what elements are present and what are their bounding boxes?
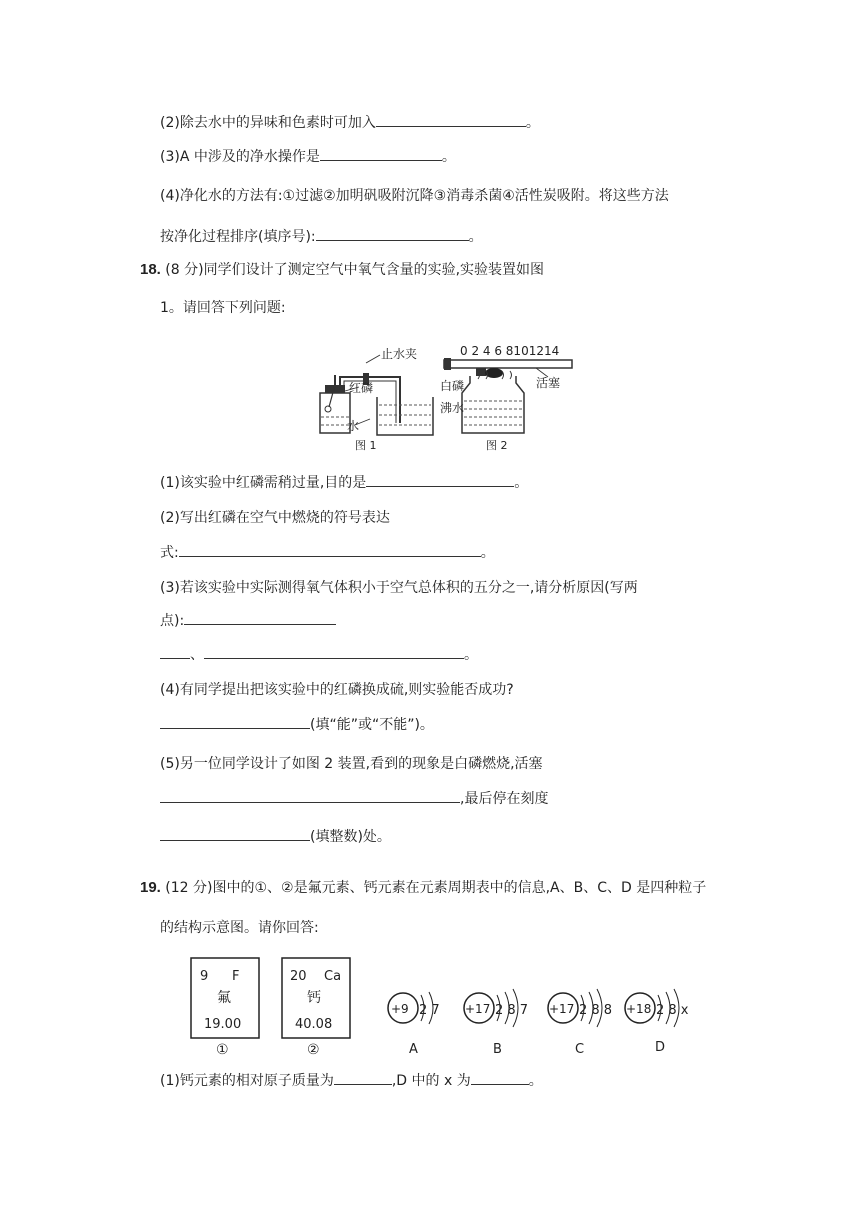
q18-intro: 18. (8 分)同学们设计了测定空气中氧气含量的实验,实验装置如图 bbox=[140, 261, 545, 278]
q18-p3b: 点): bbox=[160, 610, 336, 631]
answer-blank[interactable] bbox=[316, 226, 469, 241]
cell-f-symbol: F bbox=[232, 969, 240, 984]
answer-blank[interactable] bbox=[179, 542, 481, 557]
label-white-phosphorus: 白磷 bbox=[440, 379, 465, 393]
q17-line3: (3)A 中涉及的净水操作是 。 bbox=[160, 146, 456, 167]
q18-p5c: (填整数)处。 bbox=[160, 826, 391, 847]
answer-blank[interactable] bbox=[204, 644, 464, 659]
figure-2-caption: 图 2 bbox=[486, 439, 508, 452]
figure-2-apparatus bbox=[440, 343, 590, 455]
svg-text:+18: +18 bbox=[626, 1002, 652, 1016]
particle-diagrams bbox=[385, 985, 689, 1060]
cell-ca-mass: 40.08 bbox=[295, 1017, 333, 1032]
svg-text:+9: +9 bbox=[391, 1002, 409, 1016]
q19-p1: (1)钙元素的相对原子质量为 ,D 中的 x 为 。 bbox=[160, 1070, 543, 1091]
cell-ca-symbol: Ca bbox=[324, 969, 342, 984]
answer-blank[interactable] bbox=[160, 826, 310, 841]
particle-a bbox=[388, 992, 440, 1057]
label-red-phosphorus: 红磷 bbox=[349, 381, 374, 395]
q17-line2: (2)除去水中的异味和色素时可加入 。 bbox=[160, 112, 540, 133]
answer-blank[interactable] bbox=[471, 1070, 529, 1085]
svg-text:+17: +17 bbox=[465, 1002, 491, 1016]
q17-line4a: (4)净化水的方法有:①过滤②加明矾吸附沉降③消毒杀菌④活性炭吸附。将这些方法 bbox=[160, 188, 669, 204]
svg-text:A: A bbox=[409, 1042, 418, 1057]
label-clamp: 止水夹 bbox=[381, 347, 418, 361]
cell-ca-label: ② bbox=[307, 1042, 320, 1058]
answer-blank[interactable] bbox=[184, 610, 336, 625]
q18-p4a: (4)有同学提出把该实验中的红磷换成硫,则实验能否成功? bbox=[160, 682, 514, 698]
q18-p2a: (2)写出红磷在空气中燃烧的符号表达 bbox=[160, 510, 390, 526]
answer-blank[interactable] bbox=[160, 644, 190, 659]
q18-p3c: 、 。 bbox=[160, 644, 478, 665]
answer-blank[interactable] bbox=[366, 472, 514, 487]
svg-text:D: D bbox=[655, 1040, 666, 1055]
svg-text:+17: +17 bbox=[549, 1002, 575, 1016]
svg-text:B: B bbox=[493, 1042, 502, 1057]
q17-line4b: 按净化过程排序(填序号): 。 bbox=[160, 226, 483, 247]
svg-text:C: C bbox=[575, 1042, 585, 1057]
q18-p5b: ,最后停在刻度 bbox=[160, 788, 548, 809]
q18-p3a: (3)若该实验中实际测得氧气体积小于空气总体积的五分之一,请分析原因(写两 bbox=[160, 580, 638, 596]
answer-blank[interactable] bbox=[160, 714, 310, 729]
q18-p2b: 式: 。 bbox=[160, 542, 495, 563]
q18-p5a: (5)另一位同学设计了如图 2 装置,看到的现象是白磷燃烧,活塞 bbox=[160, 756, 543, 772]
label-boiling-water: 沸水 bbox=[440, 401, 465, 415]
answer-blank[interactable] bbox=[320, 146, 442, 161]
label-piston: 活塞 bbox=[536, 376, 561, 390]
answer-blank[interactable] bbox=[160, 788, 460, 803]
svg-text:2 8 7: 2 8 7 bbox=[495, 1003, 529, 1018]
svg-text:2 8 8: 2 8 8 bbox=[579, 1003, 613, 1018]
cell-ca-name: 钙 bbox=[307, 990, 321, 1006]
answer-blank[interactable] bbox=[376, 112, 526, 127]
cell-f-name: 氟 bbox=[217, 990, 231, 1006]
q19-intro-b: 的结构示意图。请你回答: bbox=[160, 920, 319, 936]
figure-1-apparatus bbox=[315, 345, 445, 455]
answer-blank[interactable] bbox=[334, 1070, 392, 1085]
q18-p1: (1)该实验中红磷需稍过量,目的是 。 bbox=[160, 472, 528, 493]
particle-b bbox=[464, 989, 528, 1057]
cell-f-label: ① bbox=[216, 1042, 229, 1058]
particle-c bbox=[548, 989, 612, 1057]
cell-f-mass: 19.00 bbox=[204, 1017, 242, 1032]
particle-d bbox=[625, 989, 689, 1055]
question-number: 18. bbox=[140, 261, 161, 278]
svg-text:2 7: 2 7 bbox=[419, 1003, 440, 1018]
question-number: 19. bbox=[140, 879, 161, 896]
cell-f-number: 9 bbox=[200, 969, 209, 984]
cell-ca-number: 20 bbox=[290, 969, 307, 984]
figure-1-caption: 图 1 bbox=[355, 439, 377, 452]
svg-text:2 8 x: 2 8 x bbox=[656, 1003, 689, 1018]
periodic-cells bbox=[190, 956, 365, 1058]
label-water: 水 bbox=[347, 419, 360, 433]
q19-intro: 19. (12 分)图中的①、②是氟元素、钙元素在元素周期表中的信息,A、B、C、D 是四种粒子 bbox=[140, 879, 707, 896]
q18-intro-b: 1。请回答下列问题: bbox=[160, 300, 286, 316]
q18-p4b: (填“能”或“不能”)。 bbox=[160, 714, 434, 735]
scale-label: 0 2 4 6 8101214 bbox=[460, 344, 560, 358]
